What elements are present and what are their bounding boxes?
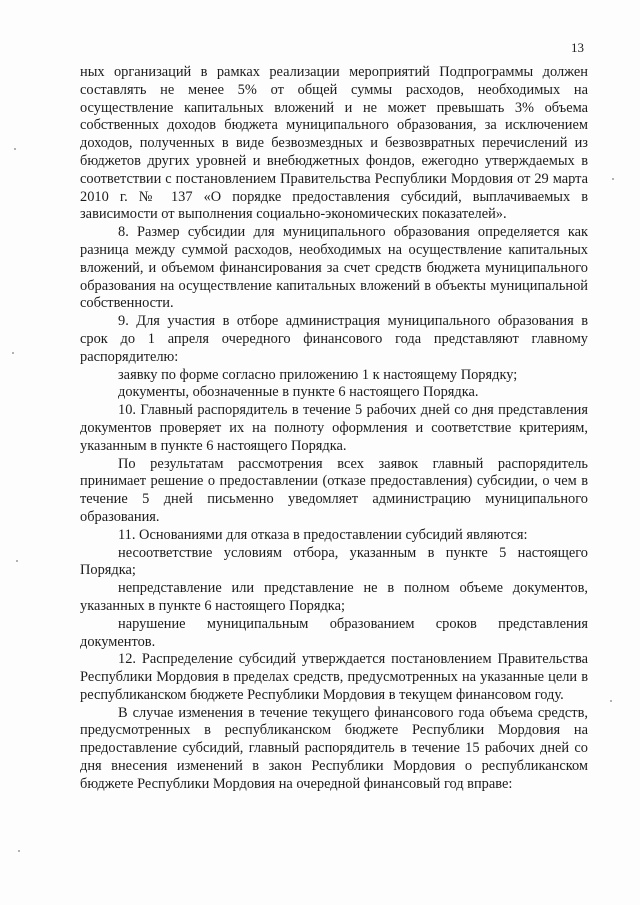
paragraph: документы, обозначенные в пункте 6 настоящего Порядка. xyxy=(118,384,479,401)
scan-speck xyxy=(16,560,18,562)
scan-speck xyxy=(12,352,14,354)
paragraph: ных организаций в рамках реализации мероприятий Подпрограммы должен составлять не менее 5% от общей суммы расходов, необходимых на осуществление капитальных вложений и не может превышать 3% объема собственных доходов бюджета муниципального образования, за исключением доходов, полученных в виде безвозмездных и безвозвратных перечислений из бюджетов других уровней и внебюджетных фондов, ежегодно утверждаемых в соответствии с постановлением Правительства Республики Мордовия от 29 марта 2010 г. № 137 «О порядке предоставления субсидий, выплачиваемых в зависимости от выполнения социально-экономических показателей». xyxy=(80,64,588,223)
scan-speck xyxy=(612,178,614,180)
paragraph: 12. Распределение субсидий утверждается постановлением Правительства Республики Мордовия в пределах средств, предусмотренных на указанные цели в республиканском бюджете Республики Мордовия в текущем финансовом году. xyxy=(80,651,588,703)
paragraph: 11. Основаниями для отказа в предоставлении субсидий являются: xyxy=(118,526,528,543)
page-number: 13 xyxy=(571,40,584,55)
document-body xyxy=(80,64,588,794)
scan-speck xyxy=(14,148,16,150)
scan-speck xyxy=(610,700,612,702)
paragraph: 9. Для участия в отборе администрация муниципального образования в срок до 1 апреля очередного финансового года представляют главному распорядителю: xyxy=(80,313,588,365)
paragraph: 8. Размер субсидии для муниципального образования определяется как разница между суммой расходов, необходимых на осуществление капитальных вложений, и объемом финансирования за счет средств бюджета муниципального образования на осуществление капитальных вложений в объекты муниципальной собственности. xyxy=(80,224,588,312)
paragraph: По результатам рассмотрения всех заявок главный распорядитель принимает решение о предоставлении (отказе предоставления) субсидии, о чем в течение 5 дней письменно уведомляет администрацию муниципального образования. xyxy=(80,455,588,525)
paragraph: заявку по форме согласно приложению 1 к настоящему Порядку; xyxy=(118,366,518,383)
paragraph: несоответствие условиям отбора, указанным в пункте 5 настоящего Порядка; xyxy=(80,544,588,579)
paragraph: В случае изменения в течение текущего финансового года объема средств, предусмотренных в республиканском бюджете Республики Мордовия на предоставление субсидий, главный распорядитель в течение 15 рабочих дней со дня внесения изменений в закон Республики Мордовия о республиканском бюджете Республики Мордовия на очередной финансовый год вправе: xyxy=(80,704,588,792)
scan-speck xyxy=(18,850,20,852)
paragraph: нарушение муниципальным образованием сроков представления документов. xyxy=(80,615,588,650)
paragraph: 10. Главный распорядитель в течение 5 рабочих дней со дня представления документов проверяет их на полноту оформления и соответствие критериям, указанным в пункте 6 настоящего Порядка. xyxy=(80,402,588,454)
paragraph: непредставление или представление не в полном объеме документов, указанных в пункте 6 настоящего Порядка; xyxy=(80,580,588,614)
